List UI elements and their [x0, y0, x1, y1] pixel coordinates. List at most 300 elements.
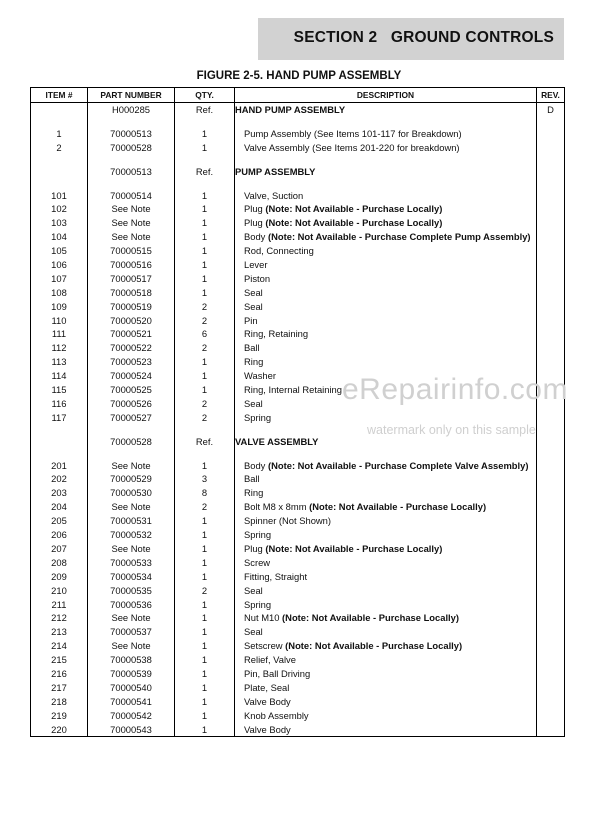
- description-cell: [235, 472, 537, 486]
- rev-cell: [537, 653, 565, 667]
- item-number-cell: 211: [31, 598, 88, 612]
- assembly-heading-row: [31, 165, 565, 179]
- rev-cell: [537, 127, 565, 141]
- description-text: Plug: [244, 217, 266, 229]
- part-number-cell: H000285: [88, 103, 175, 117]
- description-cell: [235, 189, 537, 203]
- spacer-cell: [88, 425, 175, 435]
- qty-cell: 2: [175, 500, 235, 514]
- item-number-cell: 208: [31, 556, 88, 570]
- item-number-cell: 206: [31, 528, 88, 542]
- table-row: [31, 500, 565, 514]
- rev-cell: [537, 639, 565, 653]
- spacer-cell: [235, 117, 537, 127]
- qty-cell: 1: [175, 709, 235, 723]
- item-number-cell: 108: [31, 286, 88, 300]
- rev-cell: [537, 459, 565, 473]
- qty-cell: 1: [175, 570, 235, 584]
- table-row: [31, 314, 565, 328]
- description-cell: [235, 709, 537, 723]
- table-row: [31, 341, 565, 355]
- rev-cell: [537, 570, 565, 584]
- table-row: [31, 272, 565, 286]
- table-row: [31, 584, 565, 598]
- description-cell: [235, 598, 537, 612]
- item-number-cell: 1: [31, 127, 88, 141]
- qty-cell: 1: [175, 625, 235, 639]
- part-number-cell: 70000528: [88, 435, 175, 449]
- item-number-cell: 109: [31, 300, 88, 314]
- item-number-cell: 205: [31, 514, 88, 528]
- part-number-cell: 70000520: [88, 314, 175, 328]
- part-number-cell: See Note: [88, 230, 175, 244]
- item-number-cell: 202: [31, 472, 88, 486]
- spacer-cell: [537, 179, 565, 189]
- rev-cell: [537, 695, 565, 709]
- qty-cell: 2: [175, 397, 235, 411]
- table-row: [31, 556, 565, 570]
- description-cell: [235, 272, 537, 286]
- description-cell: [235, 528, 537, 542]
- table-row: [31, 570, 565, 584]
- item-number-cell: 105: [31, 244, 88, 258]
- spacer-cell: [88, 449, 175, 459]
- part-number-cell: 70000513: [88, 127, 175, 141]
- watermark-logo: eRepairinfo.com: [342, 373, 568, 406]
- description-cell: [235, 355, 537, 369]
- spacer-cell: [31, 117, 88, 127]
- watermark-caption: watermark only on this sample: [367, 423, 536, 437]
- description-cell: [235, 258, 537, 272]
- description-text: Seal: [244, 584, 263, 596]
- item-number-cell: 212: [31, 611, 88, 625]
- qty-cell: 6: [175, 327, 235, 341]
- description-text: Seal: [244, 397, 263, 409]
- item-number-cell: 2: [31, 141, 88, 155]
- qty-cell: Ref.: [175, 103, 235, 117]
- item-number-cell: 216: [31, 667, 88, 681]
- item-number-cell: 207: [31, 542, 88, 556]
- description-text: Spring: [244, 529, 272, 541]
- table-row: [31, 681, 565, 695]
- description-cell: [235, 695, 537, 709]
- description-cell: [235, 459, 537, 473]
- description-text: Screw: [244, 556, 271, 568]
- parts-table: [30, 87, 565, 737]
- qty-cell: 1: [175, 244, 235, 258]
- qty-cell: 2: [175, 300, 235, 314]
- description-text: Ring, Retaining: [244, 328, 309, 340]
- description-cell: [235, 244, 537, 258]
- part-number-cell: 70000527: [88, 411, 175, 425]
- table-row: [31, 244, 565, 258]
- description-text: Pin, Ball Driving: [244, 667, 311, 679]
- rev-cell: [537, 667, 565, 681]
- part-number-cell: 70000517: [88, 272, 175, 286]
- description-cell: [235, 584, 537, 598]
- rev-cell: [537, 272, 565, 286]
- table-row: [31, 127, 565, 141]
- spacer-cell: [537, 425, 565, 435]
- item-number-cell: [31, 103, 88, 117]
- section-header: [258, 18, 564, 60]
- part-number-cell: 70000525: [88, 383, 175, 397]
- description-cell: [235, 341, 537, 355]
- rev-cell: [537, 286, 565, 300]
- col-header-rev: REV.: [537, 88, 565, 103]
- table-body: [31, 103, 565, 737]
- table-row: [31, 667, 565, 681]
- part-number-cell: See Note: [88, 459, 175, 473]
- description-text: Seal: [244, 286, 263, 298]
- part-number-cell: See Note: [88, 202, 175, 216]
- table-row: [31, 327, 565, 341]
- spacer-cell: [88, 179, 175, 189]
- qty-cell: 1: [175, 258, 235, 272]
- table-row: [31, 202, 565, 216]
- description-cell: [235, 667, 537, 681]
- figure-title: FIGURE 2-5. HAND PUMP ASSEMBLY: [196, 70, 402, 82]
- spacer-cell: [175, 425, 235, 435]
- part-number-cell: 70000528: [88, 141, 175, 155]
- description-cell: [235, 165, 537, 179]
- description-cell: [235, 611, 537, 625]
- qty-cell: 1: [175, 383, 235, 397]
- description-cell: [235, 486, 537, 500]
- table-row: [31, 639, 565, 653]
- rev-cell: [537, 681, 565, 695]
- description-cell: [235, 570, 537, 584]
- item-number-cell: [31, 435, 88, 449]
- qty-cell: 1: [175, 514, 235, 528]
- description-text: Ring: [244, 487, 264, 499]
- description-text: Valve, Suction: [244, 189, 304, 201]
- item-number-cell: 210: [31, 584, 88, 598]
- qty-cell: Ref.: [175, 165, 235, 179]
- part-number-cell: 70000535: [88, 584, 175, 598]
- item-number-cell: 115: [31, 383, 88, 397]
- qty-cell: 1: [175, 369, 235, 383]
- qty-cell: 1: [175, 141, 235, 155]
- description-text: Valve Body: [244, 695, 291, 707]
- rev-cell: [537, 314, 565, 328]
- description-cell: [235, 625, 537, 639]
- description-text: Ball: [244, 342, 260, 354]
- description-cell: [235, 202, 537, 216]
- spacer-cell: [31, 449, 88, 459]
- item-number-cell: 113: [31, 355, 88, 369]
- spacer-cell: [31, 155, 88, 165]
- part-number-cell: 70000530: [88, 486, 175, 500]
- description-note: (Note: Not Available - Purchase Locally): [309, 501, 487, 513]
- spacer-row: [31, 117, 565, 127]
- description-text: Valve Assembly (See Items 201-220 for breakdown): [244, 141, 460, 153]
- part-number-cell: 70000529: [88, 472, 175, 486]
- spacer-row: [31, 449, 565, 459]
- rev-cell: [537, 411, 565, 425]
- description-cell: [235, 103, 537, 117]
- qty-cell: 1: [175, 528, 235, 542]
- spacer-cell: [88, 117, 175, 127]
- rev-cell: [537, 598, 565, 612]
- description-text: Piston: [244, 272, 271, 284]
- qty-cell: 2: [175, 411, 235, 425]
- item-number-cell: 219: [31, 709, 88, 723]
- rev-cell: [537, 355, 565, 369]
- description-text: Washer: [244, 370, 276, 382]
- qty-cell: 1: [175, 230, 235, 244]
- spacer-cell: [175, 117, 235, 127]
- description-text: Seal: [244, 626, 263, 638]
- table-row: [31, 625, 565, 639]
- part-number-cell: See Note: [88, 500, 175, 514]
- item-number-cell: 103: [31, 216, 88, 230]
- description-text: Plug: [244, 203, 266, 215]
- description-note: (Note: Not Available - Purchase Complete Valve Assembly): [267, 459, 529, 471]
- part-number-cell: See Note: [88, 611, 175, 625]
- spacer-cell: [235, 155, 537, 165]
- part-number-cell: 70000519: [88, 300, 175, 314]
- item-number-cell: 204: [31, 500, 88, 514]
- rev-cell: [537, 611, 565, 625]
- description-cell: [235, 723, 537, 737]
- qty-cell: 1: [175, 286, 235, 300]
- table-row: [31, 300, 565, 314]
- qty-cell: 1: [175, 355, 235, 369]
- part-number-cell: 70000539: [88, 667, 175, 681]
- spacer-cell: [537, 155, 565, 165]
- part-number-cell: See Note: [88, 639, 175, 653]
- table-row: [31, 486, 565, 500]
- section-title: SECTION 2 GROUND CONTROLS: [293, 29, 554, 46]
- qty-cell: 1: [175, 681, 235, 695]
- part-number-cell: 70000523: [88, 355, 175, 369]
- rev-cell: [537, 709, 565, 723]
- table-row: [31, 514, 565, 528]
- description-cell: [235, 327, 537, 341]
- rev-cell: [537, 514, 565, 528]
- item-number-cell: 218: [31, 695, 88, 709]
- part-number-cell: 70000513: [88, 165, 175, 179]
- rev-cell: [537, 625, 565, 639]
- item-number-cell: 110: [31, 314, 88, 328]
- description-cell: [235, 653, 537, 667]
- description-cell: [235, 230, 537, 244]
- qty-cell: 1: [175, 653, 235, 667]
- description-text: Spinner (Not Shown): [244, 515, 332, 527]
- qty-cell: 1: [175, 272, 235, 286]
- description-text: Fitting, Straight: [244, 570, 308, 582]
- spacer-cell: [235, 449, 537, 459]
- table-row: [31, 459, 565, 473]
- description-text: Seal: [244, 300, 263, 312]
- item-number-cell: 114: [31, 369, 88, 383]
- rev-cell: [537, 486, 565, 500]
- description-text: Setscrew: [244, 640, 286, 652]
- item-number-cell: 217: [31, 681, 88, 695]
- spacer-row: [31, 179, 565, 189]
- table-row: [31, 709, 565, 723]
- part-number-cell: See Note: [88, 542, 175, 556]
- item-number-cell: 107: [31, 272, 88, 286]
- qty-cell: 1: [175, 723, 235, 737]
- col-header-part-number: PART NUMBER: [88, 88, 175, 103]
- part-number-cell: 70000526: [88, 397, 175, 411]
- part-number-cell: 70000524: [88, 369, 175, 383]
- qty-cell: 2: [175, 584, 235, 598]
- table-row: [31, 216, 565, 230]
- part-number-cell: 70000532: [88, 528, 175, 542]
- rev-cell: [537, 723, 565, 737]
- rev-cell: [537, 528, 565, 542]
- description-note: (Note: Not Available - Purchase Locally): [265, 203, 443, 215]
- item-number-cell: 104: [31, 230, 88, 244]
- col-header-qty: QTY.: [175, 88, 235, 103]
- item-number-cell: 214: [31, 639, 88, 653]
- qty-cell: 1: [175, 459, 235, 473]
- item-number-cell: 101: [31, 189, 88, 203]
- description-text: Plate, Seal: [244, 681, 290, 693]
- rev-cell: [537, 341, 565, 355]
- qty-cell: 1: [175, 542, 235, 556]
- table-row: [31, 286, 565, 300]
- rev-cell: [537, 165, 565, 179]
- item-number-cell: 215: [31, 653, 88, 667]
- qty-cell: 1: [175, 639, 235, 653]
- description-text: PUMP ASSEMBLY: [235, 165, 316, 177]
- qty-cell: 1: [175, 127, 235, 141]
- part-number-cell: 70000537: [88, 625, 175, 639]
- item-number-cell: [31, 165, 88, 179]
- description-text: Ball: [244, 473, 260, 485]
- rev-cell: [537, 542, 565, 556]
- item-number-cell: 111: [31, 327, 88, 341]
- description-cell: [235, 542, 537, 556]
- part-number-cell: See Note: [88, 216, 175, 230]
- rev-cell: [537, 141, 565, 155]
- part-number-cell: 70000533: [88, 556, 175, 570]
- qty-cell: 2: [175, 341, 235, 355]
- rev-cell: [537, 258, 565, 272]
- description-text: Nut M10: [244, 612, 283, 624]
- table-row: [31, 528, 565, 542]
- part-number-cell: 70000518: [88, 286, 175, 300]
- description-cell: [235, 500, 537, 514]
- part-number-cell: 70000522: [88, 341, 175, 355]
- qty-cell: 1: [175, 189, 235, 203]
- description-cell: [235, 127, 537, 141]
- rev-cell: [537, 244, 565, 258]
- qty-cell: 8: [175, 486, 235, 500]
- spacer-cell: [31, 179, 88, 189]
- table-row: [31, 723, 565, 737]
- description-text: Rod, Connecting: [244, 245, 314, 257]
- table-row: [31, 258, 565, 272]
- spacer-cell: [537, 117, 565, 127]
- rev-cell: [537, 327, 565, 341]
- spacer-cell: [88, 155, 175, 165]
- qty-cell: 1: [175, 556, 235, 570]
- col-header-item: ITEM #: [31, 88, 88, 103]
- spacer-row: [31, 155, 565, 165]
- rev-cell: [537, 216, 565, 230]
- description-text: Valve Body: [244, 723, 291, 735]
- spacer-cell: [175, 449, 235, 459]
- rev-cell: D: [537, 103, 565, 117]
- table-row: [31, 598, 565, 612]
- col-header-description: DESCRIPTION: [235, 88, 537, 103]
- rev-cell: [537, 189, 565, 203]
- qty-cell: Ref.: [175, 435, 235, 449]
- table-row: [31, 355, 565, 369]
- part-number-cell: 70000531: [88, 514, 175, 528]
- table-row: [31, 542, 565, 556]
- description-text: Body: [244, 459, 268, 471]
- description-text: Bolt M8 x 8mm: [244, 501, 310, 513]
- qty-cell: 1: [175, 202, 235, 216]
- table-header-row: [31, 88, 565, 103]
- table-row: [31, 189, 565, 203]
- description-note: (Note: Not Available - Purchase Locally): [282, 612, 459, 624]
- item-number-cell: 116: [31, 397, 88, 411]
- description-text: VALVE ASSEMBLY: [235, 435, 319, 447]
- description-text: Knob Assembly: [244, 709, 309, 721]
- qty-cell: 3: [175, 472, 235, 486]
- qty-cell: 1: [175, 667, 235, 681]
- description-cell: [235, 556, 537, 570]
- description-text: Lever: [244, 259, 268, 271]
- rev-cell: [537, 472, 565, 486]
- qty-cell: 1: [175, 695, 235, 709]
- description-text: Spring: [244, 598, 272, 610]
- table-row: [31, 611, 565, 625]
- item-number-cell: 203: [31, 486, 88, 500]
- table-row: [31, 472, 565, 486]
- rev-cell: [537, 435, 565, 449]
- description-text: Ring: [244, 356, 264, 368]
- description-cell: [235, 681, 537, 695]
- part-number-cell: 70000540: [88, 681, 175, 695]
- item-number-cell: 209: [31, 570, 88, 584]
- description-cell: [235, 216, 537, 230]
- part-number-cell: 70000521: [88, 327, 175, 341]
- rev-cell: [537, 556, 565, 570]
- spacer-cell: [235, 179, 537, 189]
- part-number-cell: 70000536: [88, 598, 175, 612]
- item-number-cell: 117: [31, 411, 88, 425]
- part-number-cell: 70000538: [88, 653, 175, 667]
- description-note: (Note: Not Available - Purchase Locally): [265, 542, 443, 554]
- spacer-cell: [175, 155, 235, 165]
- item-number-cell: 220: [31, 723, 88, 737]
- description-text: HAND PUMP ASSEMBLY: [235, 104, 346, 115]
- description-text: Plug: [244, 542, 266, 554]
- description-cell: [235, 314, 537, 328]
- table-row: [31, 695, 565, 709]
- description-text: Spring: [244, 411, 272, 423]
- part-number-cell: 70000516: [88, 258, 175, 272]
- spacer-cell: [31, 425, 88, 435]
- qty-cell: 2: [175, 314, 235, 328]
- description-cell: [235, 286, 537, 300]
- description-cell: [235, 141, 537, 155]
- item-number-cell: 106: [31, 258, 88, 272]
- spacer-cell: [537, 449, 565, 459]
- spacer-cell: [175, 179, 235, 189]
- description-text: Ring, Internal Retaining: [244, 384, 342, 396]
- table-row: [31, 230, 565, 244]
- description-text: Relief, Valve: [244, 654, 296, 666]
